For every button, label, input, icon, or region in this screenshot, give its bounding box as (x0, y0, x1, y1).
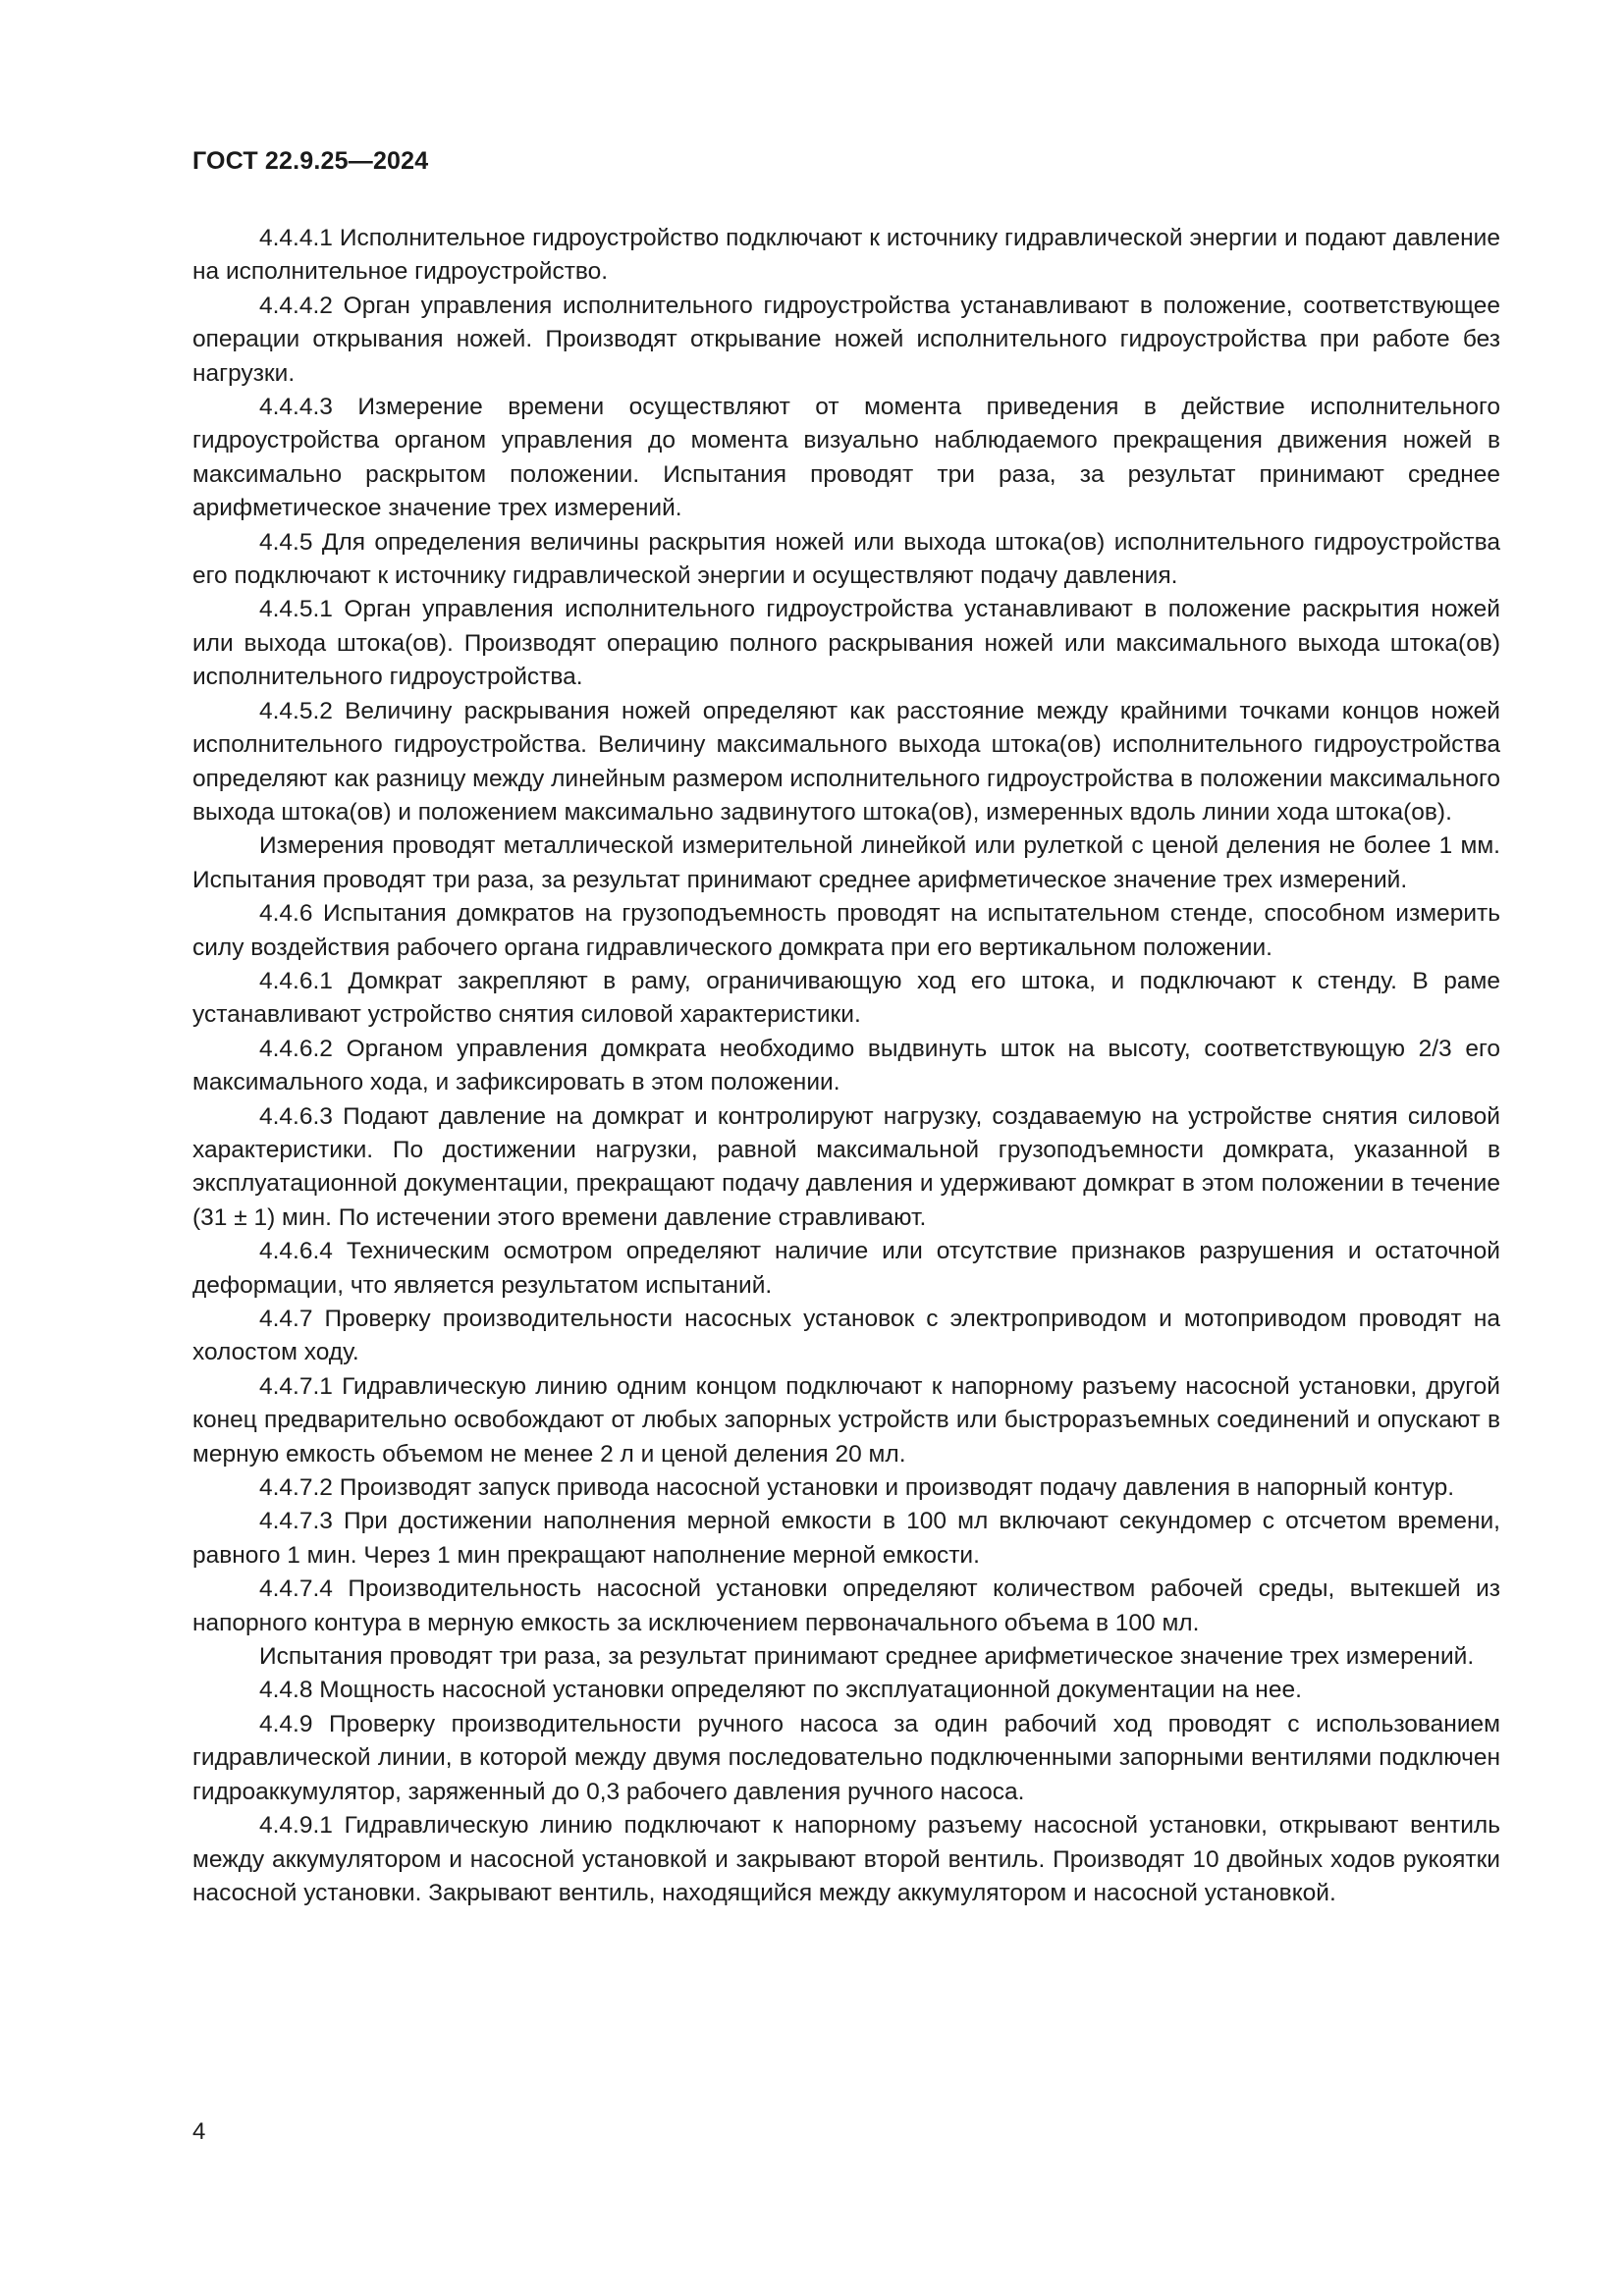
paragraph-tests-repeat: Испытания проводят три раза, за результат принимают среднее арифметическое значение трех измерений. (259, 1643, 1475, 1671)
paragraph-4-4-4-2: 4.4.4.2 Орган управления исполнительного гидроустройства устанавливают в положение, соответствующее операции открывания ножей. Производят открывание ножей исполнительного гидроустройства при работе без нагрузки. (192, 292, 1500, 387)
paragraph-4-4-5-2: 4.4.5.2 Величину раскрывания ножей определяют как расстояние между крайними точками концов ножей исполнительного гидроустройства. Величину максимального выхода штока(ов) исполнительного гидроустройства определяют как разницу между линейным размером исполнительного гидроустройства в положении максимального выхода штока(ов) и положением максимально задвинутого штока(ов), измеренных вдоль линии хода штока(ов). (192, 697, 1500, 826)
paragraph-4-4-6-4: 4.4.6.4 Техническим осмотром определяют наличие или отсутствие признаков разрушения и остаточной деформации, что является результатом испытаний. (192, 1238, 1500, 1299)
paragraph-4-4-6: 4.4.6 Испытания домкратов на грузоподъемность проводят на испытательном стенде, способном измерить силу воздействия рабочего органа гидравлического домкрата при его вертикальном положении. (192, 900, 1500, 961)
document-body (192, 222, 1500, 1910)
paragraph-4-4-4-1: 4.4.4.1 Исполнительное гидроустройство подключают к источнику гидравлической энергии и подают давление на исполнительное гидроустройство. (192, 225, 1500, 286)
paragraph-4-4-7-2: 4.4.7.2 Производят запуск привода насосной установки и производят подачу давления в напорный контур. (259, 1474, 1454, 1502)
paragraph-4-4-9-1: 4.4.9.1 Гидравлическую линию подключают к напорному разъему насосной установки, открывают вентиль между аккумулятором и насосной установкой и закрывают второй вентиль. Производят 10 двойных ходов рукоятки насосной установки. Закрывают вентиль, находящийся между аккумулятором и насосной установкой. (192, 1812, 1500, 1906)
paragraph-4-4-5-1: 4.4.5.1 Орган управления исполнительного гидроустройства устанавливают в положение раскрытия ножей или выхода штока(ов). Производят операцию полного раскрывания ножей или максимального выхода штока(ов) исполнительного гидроустройства. (192, 596, 1500, 691)
paragraph-4-4-9: 4.4.9 Проверку производительности ручного насоса за один рабочий ход проводят с использованием гидравлической линии, в которой между двумя последовательно подключенными запорными вентилями подключен гидроаккумулятор, заряженный до 0,3 рабочего давления ручного насоса. (192, 1710, 1500, 1805)
page-number: 4 (192, 2118, 206, 2145)
paragraph-4-4-7: 4.4.7 Проверку производительности насосных установок с электроприводом и мотоприводом проводят на холостом ходу. (192, 1306, 1500, 1366)
paragraph-4-4-6-1: 4.4.6.1 Домкрат закрепляют в раму, ограничивающую ход его штока, и подключают к стенду. В раме устанавливают устройство снятия силовой характеристики. (192, 967, 1500, 1029)
paragraph-4-4-5: 4.4.5 Для определения величины раскрытия ножей или выхода штока(ов) исполнительного гидроустройства его подключают к источнику гидравлической энергии и осуществляют подачу давления. (192, 528, 1500, 590)
paragraph-4-4-7-3: 4.4.7.3 При достижении наполнения мерной емкости в 100 мл включают секундомер с отсчетом времени, равного 1 мин. Через 1 мин прекращают наполнение мерной емкости. (192, 1508, 1500, 1569)
paragraph-4-4-6-2: 4.4.6.2 Органом управления домкрата необходимо выдвинуть шток на высоту, соответствующую 2/3 его максимального хода, и зафиксировать в этом положении. (192, 1035, 1500, 1096)
paragraph-4-4-4-3: 4.4.4.3 Измерение времени осуществляют от момента приведения в действие исполнительного гидроустройства органом управления до момента визуально наблюдаемого прекращения движения ножей в максимально раскрытом положении. Испытания проводят три раза, за результат принимают среднее арифметическое значение трех измерений. (192, 394, 1500, 522)
paragraph-4-4-7-1: 4.4.7.1 Гидравлическую линию одним концом подключают к напорному разъему насосной установки, другой конец предварительно освобождают от любых запорных устройств или быстроразъемных соединений и опускают в мерную емкость объемом не менее 2 л и ценой деления 20 мл. (192, 1372, 1500, 1468)
document-header: ГОСТ 22.9.25—2024 (192, 147, 429, 175)
paragraph-4-4-6-3: 4.4.6.3 Подают давление на домкрат и контролируют нагрузку, создаваемую на устройстве снятия силовой характеристики. По достижении нагрузки, равной максимальной грузоподъемности домкрата, указанной в эксплуатационной документации, прекращают подачу давления и удерживают домкрат в этом положении в течение (31 ± 1) мин. По истечении этого времени давление стравливают. (192, 1102, 1500, 1231)
paragraph-4-4-8: 4.4.8 Мощность насосной установки определяют по эксплуатационной документации на нее. (259, 1677, 1302, 1704)
paragraph-4-4-7-4: 4.4.7.4 Производительность насосной установки определяют количеством рабочей среды, вытекшей из напорного контура в мерную емкость за исключением первоначального объема в 100 мл. (192, 1575, 1500, 1636)
paragraph-measurements: Измерения проводят металлической измерительной линейкой или рулеткой с ценой деления не более 1 мм. Испытания проводят три раза, за результат принимают среднее арифметическое значение трех измерений. (192, 832, 1500, 893)
